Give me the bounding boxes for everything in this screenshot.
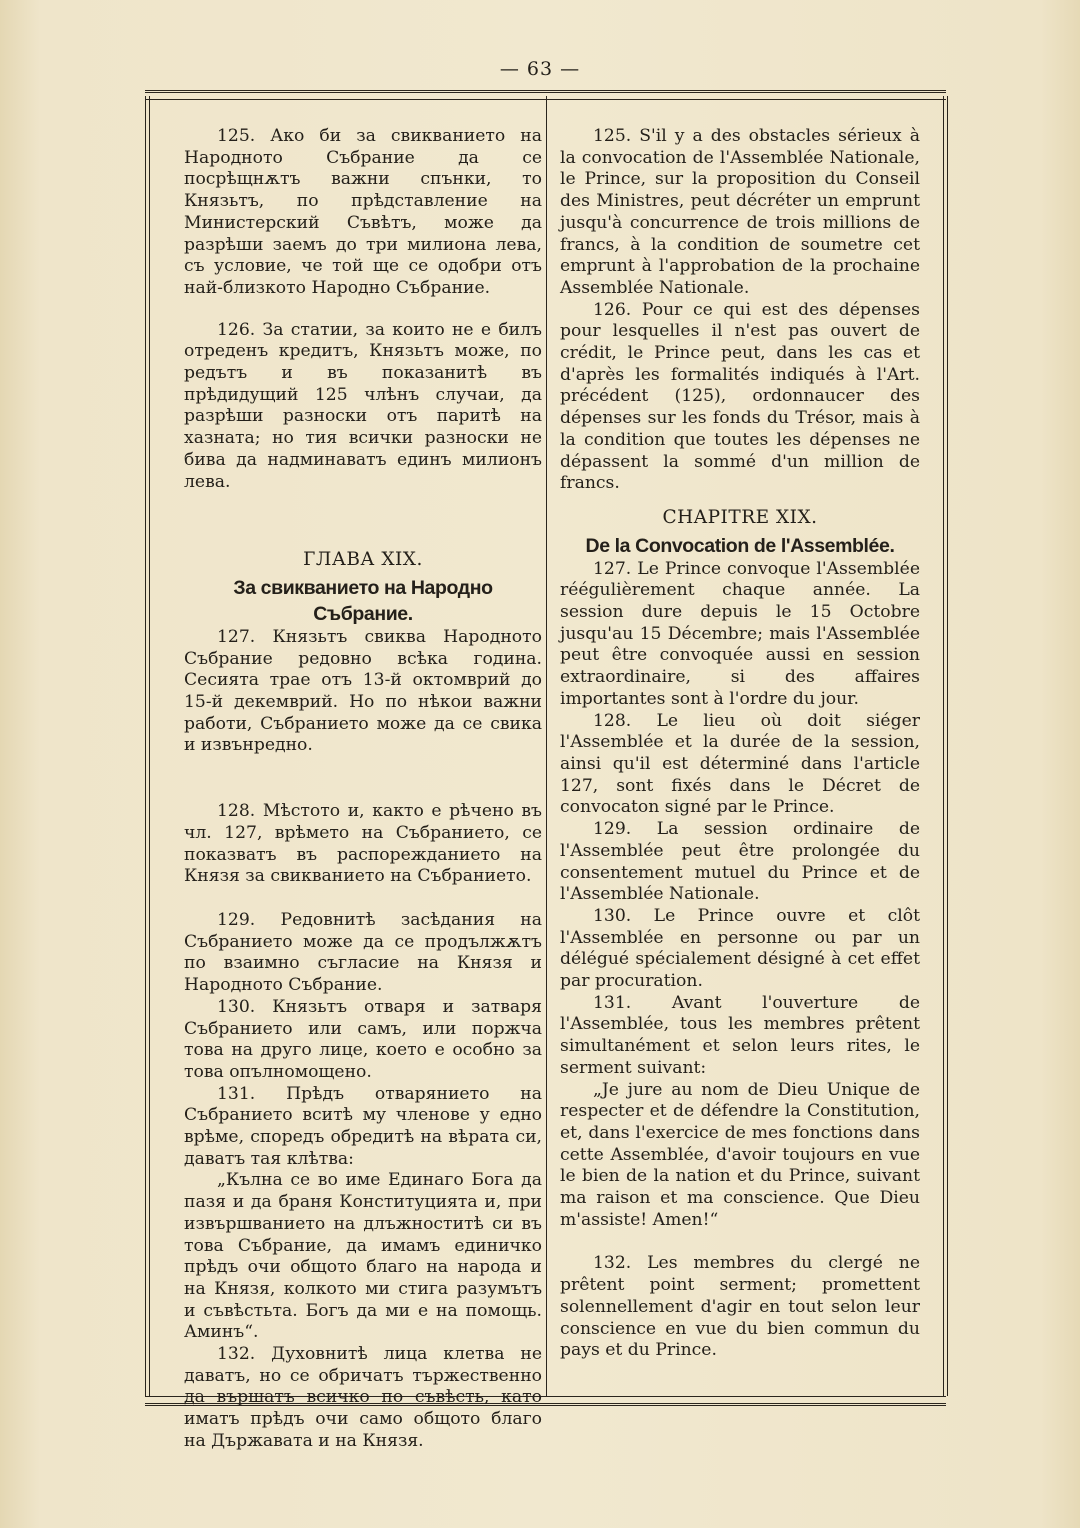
bg-article-130: 130. Князьтъ отваря и затваря Събранието или самъ, или поржча това на друго лице, което е особно за това опълномощено. bbox=[184, 996, 542, 1082]
bg-chapter-heading: ГЛАВА XIX. bbox=[303, 549, 423, 571]
fr-article-125: 125. S'il y a des obstacles sérieux à la convocation de l'Assemblée Nationale, le Prince, sur la proposition du Conseil des Ministres, peut décréter un emprunt jusqu'à concurrence de trois millions de francs, à la condition de soumetre cet emprunt à l'approbation de la prochaine Assemblée Nationale. bbox=[560, 126, 920, 298]
bg-article-126: 126. За статии, за които не е билъ отреденъ кредитъ, Князьтъ може, по редътъ и въ показанитѣ въ прѣдидущий 125 члѣнъ случаи, да разрѣши разноски отъ паритѣ на хазната; но тия всички разноски не бива да надминаватъ единъ милионъ лева. bbox=[184, 319, 542, 492]
bg-article-129: 129. Редовнитѣ засѣдания на Събранието може да се продължѫтъ по взаимно съгласие на Князя и Народното Събрание. bbox=[184, 909, 542, 996]
bg-article-127: 127. Князьтъ свиква Народното Събрание редовно всѣка година. Сесията трае отъ 13-й октомврий до 15-й декемврий. Но по нѣкои важни работи, Събранието може да се свика и извънредно. bbox=[184, 626, 542, 756]
column-divider bbox=[546, 96, 547, 1396]
bulgarian-column bbox=[184, 126, 542, 1453]
bg-article-132: 132. Духовнитѣ лица клетва не даватъ, но се обричатъ тържественно да вършатъ всичко по съвѣсть, като иматъ прѣдъ очи само общото благо на Държавата и на Князя. bbox=[184, 1344, 542, 1451]
french-column bbox=[560, 126, 920, 1362]
bg-article-128: 128. Мѣстото и, както е рѣчено въ чл. 127, врѣмето на Събранието, се показватъ въ распорежданието на Князя за свикванието на Събранието. bbox=[184, 801, 542, 887]
fr-chapter-title: De la Convocation de l'Assemblée. bbox=[585, 534, 895, 557]
page-number: — 63 — bbox=[499, 58, 581, 80]
bg-chapter-title: За свикванието на Народно Събрание. bbox=[233, 576, 493, 625]
bg-article-125: 125. Ако би за свикванието на Народното Събрание да се посрѣщнѫтъ важни спънки, то Князьтъ, по прѣдставление на Министерский Съвѣтъ, може да разрѣши заемъ до три милиона лева, съ условие, че той ще се одобри отъ най-близкото Народно Събрание. bbox=[184, 126, 542, 298]
fr-article-130: 130. Le Prince ouvre et clôt l'Assemblée en personne ou par un délégué spécialement désigné à cet effet par procuration. bbox=[560, 905, 920, 992]
fr-oath-text: „Je jure au nom de Dieu Unique de respecter et de défendre la Constitution, et, dans l'exercice de mes fonctions dans cette Assemblée, d'avoir toujours en vue le bien de la nation et du Prince, suivant ma raison et ma conscience. Que Dieu m'assiste! Amen!“ bbox=[560, 1079, 920, 1230]
fr-article-128: 128. Le lieu où doit siéger l'Assemblée et la durée de la session, ainsi qu'il est déterminé dans l'article 127, sont fixés dans le Décret de convocaton signé par le Prince. bbox=[560, 710, 920, 818]
bg-oath-text: „Кълна се во име Единаго Бога да пазя и да браня Конституцията и, при извършванието на длъжноститѣ си въ това Събрание, да имамъ единичко прѣдъ очи общото благо на народа и на Князя, колкото ми стига разумътъ и съвѣстьта. Богъ да ми е на помощь. Аминъ“. bbox=[184, 1170, 542, 1343]
fr-article-131: 131. Avant l'ouverture de l'Assemblée, tous les membres prêtent simultanément et selon leurs rites, le serment suivant: bbox=[560, 992, 920, 1078]
fr-article-129: 129. La session ordinaire de l'Assemblée peut être prolongée du consentement mutuel du Prince et de l'Assemblée Nationale. bbox=[560, 819, 920, 905]
fr-chapter-heading: CHAPITRE XIX. bbox=[662, 506, 818, 528]
fr-article-126: 126. Pour ce qui est des dépenses pour lesquelles il n'est pas ouvert de crédit, le Prince peut, dans les cas et d'après les formalités indiqués à l'Art. précédent (125), ordonnaucer des dépenses sur les fonds du Trésor, mais à la condition que toutes les dépenses ne dépassent la sommé d'un million de francs. bbox=[560, 299, 920, 494]
fr-article-132: 132. Les membres du clergé ne prêtent point serment; promettent solennellement d'agir en tout selon leur conscience en vue du bien commun du pays et du Prince. bbox=[560, 1253, 920, 1361]
left-border-rule bbox=[145, 96, 150, 1396]
right-border-rule bbox=[943, 96, 948, 1396]
bg-article-131: 131. Прѣдъ отварянието на Събранието вситѣ му членове у едно врѣме, споредъ обредитѣ на вѣрата си, даватъ тая клѣтва: bbox=[184, 1083, 542, 1169]
fr-article-127: 127. Le Prince convoque l'Assemblée réégulièrement chaque année. La session dure depuis le 15 Octobre jusqu'au 15 Décembre; mais l'Assemblée peut être convoquée aussi en session extraordinaire, si des affaires importantes sont à l'ordre du jour. bbox=[560, 558, 920, 709]
